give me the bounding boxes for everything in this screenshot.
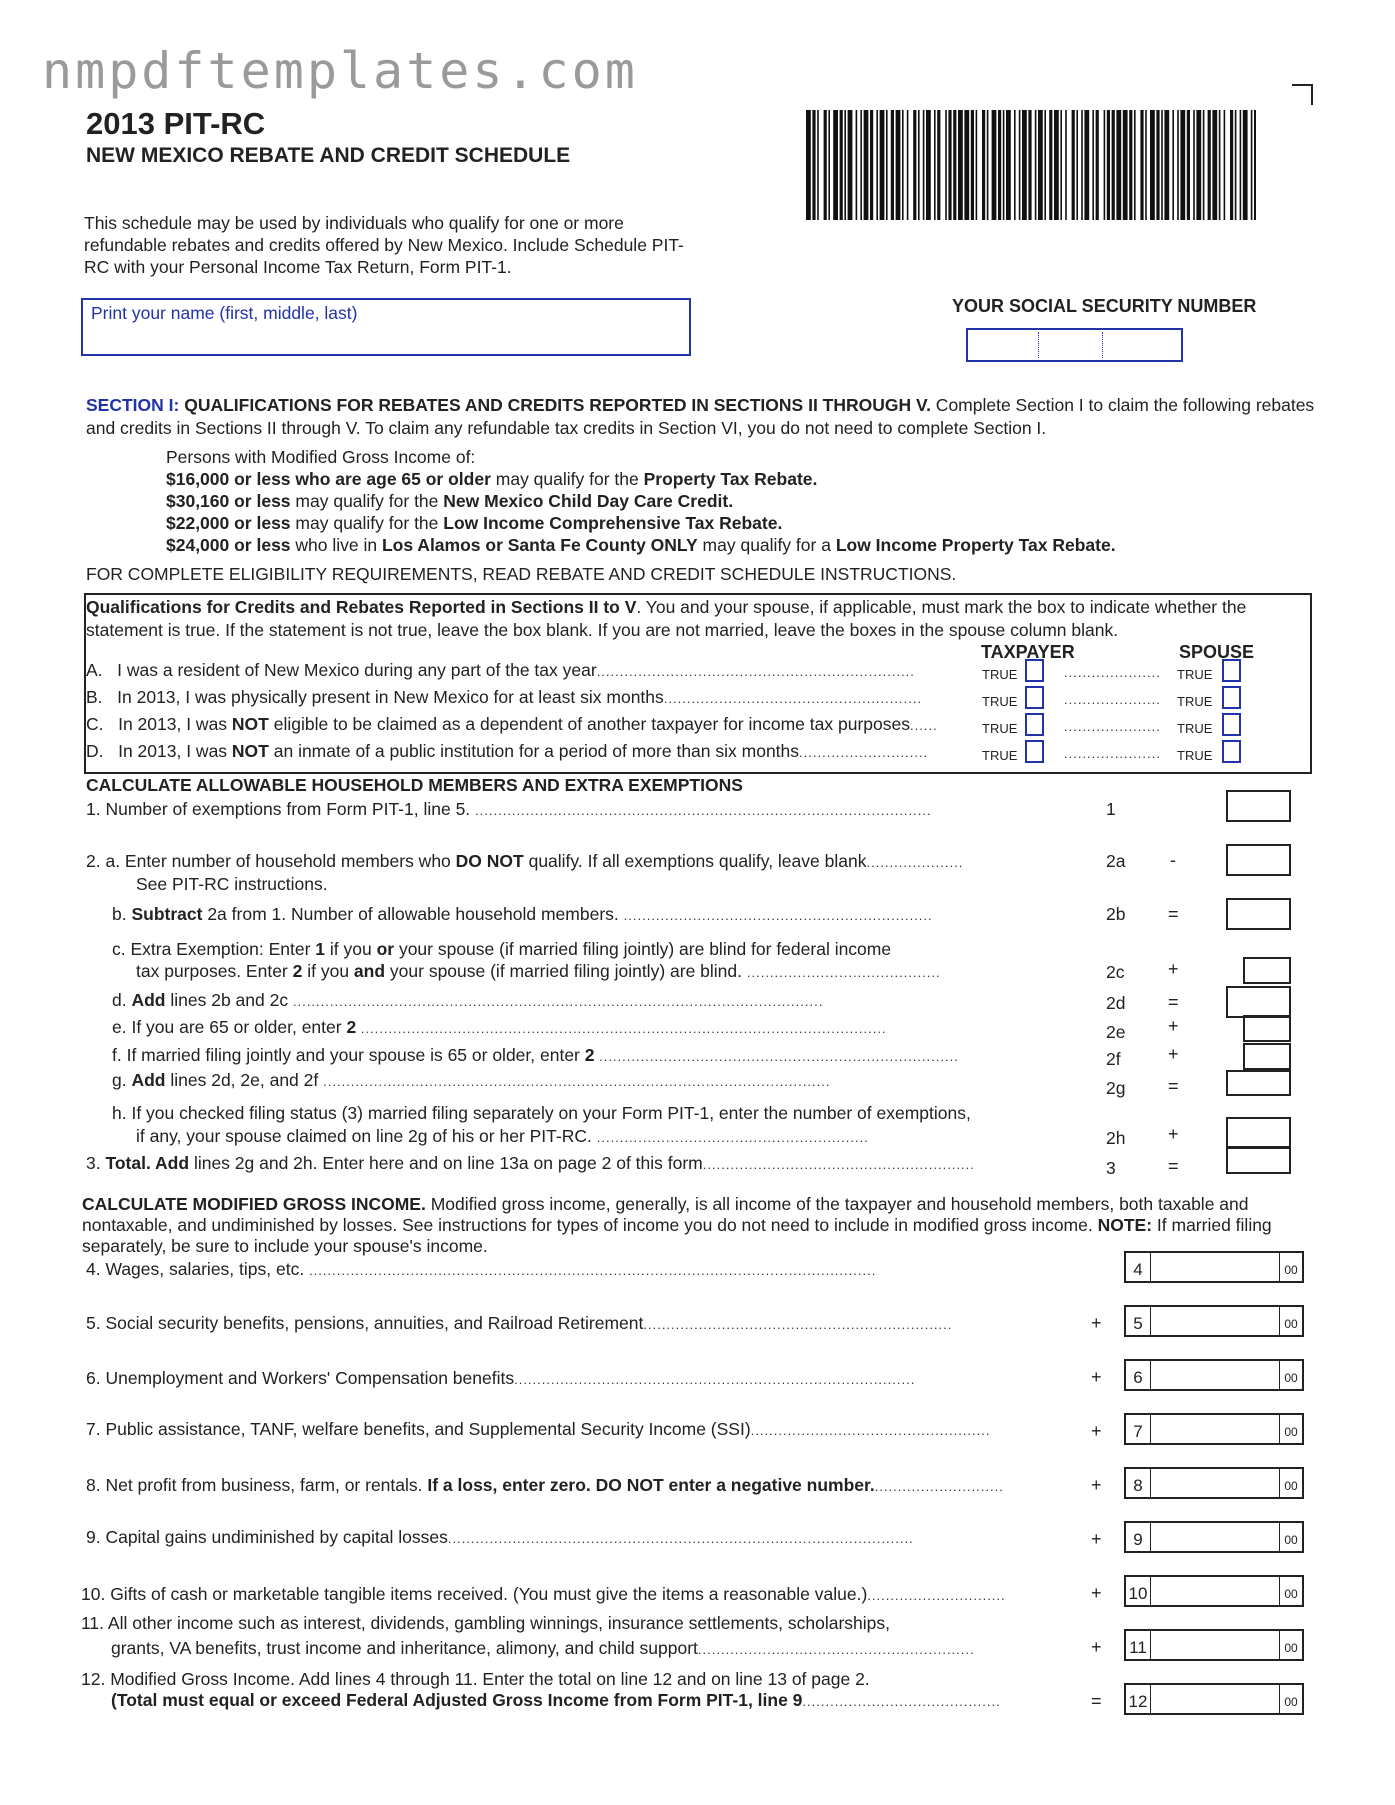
- line-11-continuation: grants, VA benefits, trust income and inheritance, alimony, and child support............................................................: [111, 1638, 975, 1658]
- line-2h-label: h. If you checked filing status (3) married filing separately on your Form PIT-1, enter the number of exemptions,: [112, 1103, 971, 1123]
- barcode-bar: [958, 110, 963, 220]
- line-2e-label: e. If you are 65 or older, enter 2 ..................................................................................................................: [112, 1017, 887, 1037]
- barcode-bar: [937, 110, 940, 220]
- household-heading: CALCULATE ALLOWABLE HOUSEHOLD MEMBERS AND EXTRA EXEMPTIONS: [86, 775, 743, 795]
- line-7-label: 7. Public assistance, TANF, welfare benefits, and Supplemental Security Income (SSI)....................................................: [86, 1419, 991, 1439]
- line-3-operator: =: [1168, 1156, 1179, 1176]
- barcode-bar: [1187, 110, 1190, 220]
- true-label: TRUE: [1177, 667, 1213, 682]
- barcode-bar: [812, 110, 815, 220]
- line-2b-operator: =: [1168, 904, 1179, 924]
- barcode-bar: [1107, 110, 1110, 220]
- barcode-bar: [976, 110, 978, 220]
- barcode-bar: [1003, 110, 1005, 220]
- taxpayer-checkbox-c[interactable]: [1025, 713, 1044, 736]
- qualification-row-d: D. In 2013, I was NOT an inmate of a public institution for a period of more than six months............................: [86, 741, 929, 761]
- ssn-label: YOUR SOCIAL SECURITY NUMBER: [952, 296, 1257, 316]
- line-2h-field[interactable]: [1226, 1117, 1291, 1149]
- line-3-label: 3. Total. Add lines 2g and 2h. Enter here and on line 13a on page 2 of this form...........................................................: [86, 1153, 975, 1173]
- line-2b-field[interactable]: [1226, 898, 1291, 930]
- line-8-field[interactable]: 8 00: [1124, 1467, 1304, 1499]
- barcode-bar: [1243, 110, 1248, 220]
- line-5-label: 5. Social security benefits, pensions, annuities, and Railroad Retirement...................................................................: [86, 1313, 953, 1333]
- barcode-bar: [1104, 110, 1106, 220]
- barcode-bar: [848, 110, 853, 220]
- barcode-bar: [998, 110, 1001, 220]
- spouse-dots: .....................: [1064, 665, 1161, 680]
- line-2c-label: c. Extra Exemption: Enter 1 if you or your spouse (if married filing jointly) are blind for federal income: [112, 939, 892, 959]
- name-field[interactable]: [81, 298, 691, 356]
- line-2d-field[interactable]: [1226, 986, 1291, 1018]
- true-label: TRUE: [982, 667, 1018, 682]
- line-6-label: 6. Unemployment and Workers' Compensation benefits.......................................................................................: [86, 1368, 916, 1388]
- barcode-bar: [1172, 110, 1174, 220]
- barcode-bar: [891, 110, 894, 220]
- barcode-bar: [1129, 110, 1132, 220]
- barcode-bar: [1072, 110, 1075, 220]
- line-2f-number: 2f: [1106, 1049, 1121, 1069]
- line-2g-label: g. Add lines 2d, 2e, and 2f ..............................................................................................................: [112, 1070, 831, 1090]
- line-9-operator: +: [1091, 1529, 1102, 1549]
- line-6-field[interactable]: 6 00: [1124, 1359, 1304, 1391]
- barcode-bar: [964, 110, 969, 220]
- line-5-operator: +: [1091, 1313, 1102, 1333]
- modified-gross-income-intro: CALCULATE MODIFIED GROSS INCOME. Modified gross income, generally, is all income of the taxpayer and household members, both taxable and nontaxable, and undiminished by losses. See instructions for types of income you do not need to include in modified gross income. NOTE: If married filing separately, be sure to include your spouse's income.: [82, 1194, 1272, 1256]
- section-1-text: Complete Section I to claim the following rebates and credits in Sections II through V. To claim any refundable tax credits in Section VI, you do not need to complete Section I.: [86, 395, 1315, 438]
- line-2d-label: d. Add lines 2b and 2c ...................................................................................................................: [112, 990, 824, 1010]
- barcode-bar: [824, 110, 827, 220]
- line-11-field[interactable]: 11 00: [1124, 1629, 1304, 1661]
- true-label: TRUE: [982, 694, 1018, 709]
- eligibility-note: FOR COMPLETE ELIGIBILITY REQUIREMENTS, READ REBATE AND CREDIT SCHEDULE INSTRUCTIONS.: [86, 564, 957, 584]
- barcode-bar: [1161, 110, 1163, 220]
- line-2e-field[interactable]: [1243, 1015, 1291, 1042]
- line-11-operator: +: [1091, 1637, 1102, 1657]
- barcode-bar: [926, 110, 931, 220]
- barcode-bar: [923, 110, 925, 220]
- barcode-bar: [1251, 110, 1253, 220]
- line-4-label: 4. Wages, salaries, tips, etc. ...........................................................................................................................: [86, 1259, 877, 1279]
- line-6-operator: +: [1091, 1367, 1102, 1387]
- barcode-bar: [864, 110, 869, 220]
- line-4-field[interactable]: 4 00: [1124, 1251, 1304, 1283]
- barcode-bar: [1230, 110, 1233, 220]
- line-2g-number: 2g: [1106, 1078, 1126, 1098]
- name-field-label: Print your name (first, middle, last): [91, 303, 358, 323]
- mgi-list: [166, 446, 1116, 556]
- barcode-bar: [1177, 110, 1179, 220]
- barcode-bar: [918, 110, 920, 220]
- barcode-bar: [913, 110, 916, 220]
- barcode-bar: [844, 110, 846, 220]
- form-subtitle: NEW MEXICO REBATE AND CREDIT SCHEDULE: [86, 144, 571, 167]
- barcode-bar: [992, 110, 997, 220]
- line-2b-number: 2b: [1106, 904, 1126, 924]
- barcode-bar: [1240, 110, 1242, 220]
- taxpayer-checkbox-a[interactable]: [1025, 659, 1044, 682]
- barcode-bar: [1081, 110, 1083, 220]
- line-2d-number: 2d: [1106, 993, 1126, 1013]
- true-label: TRUE: [1177, 748, 1213, 763]
- form-intro: This schedule may be used by individuals who qualify for one or more refundable rebates and credits offered by New Mexico. Include Schedule PIT-RC with your Personal Income Tax Return, Form PIT-1.: [84, 213, 684, 277]
- barcode-bar: [902, 110, 904, 220]
- line-12-continuation: (Total must equal or exceed Federal Adjusted Gross Income from Form PIT-1, line 9...........................................: [111, 1690, 1001, 1710]
- barcode-bar: [953, 110, 956, 220]
- line-2c-continuation: tax purposes. Enter 2 if you and your spouse (if married filing jointly) are blind. ..........................................: [136, 961, 941, 981]
- barcode-bar: [1164, 110, 1169, 220]
- line-8-operator: +: [1091, 1475, 1102, 1495]
- barcode-bar: [886, 110, 888, 220]
- line-2f-operator: +: [1168, 1044, 1179, 1064]
- line-1-field[interactable]: [1226, 790, 1291, 822]
- line-7-operator: +: [1091, 1421, 1102, 1441]
- line-7-field[interactable]: 7 00: [1124, 1413, 1304, 1445]
- barcode-bar: [1123, 110, 1128, 220]
- line-3-field[interactable]: [1226, 1146, 1291, 1174]
- line-2f-label: f. If married filing jointly and your spouse is 65 or older, enter 2 ..............................................................................: [112, 1045, 959, 1065]
- line-2c-operator: +: [1168, 959, 1179, 979]
- barcode-bar: [1235, 110, 1237, 220]
- true-label: TRUE: [982, 721, 1018, 736]
- barcode-bar: [1014, 110, 1016, 220]
- barcode-bar: [1140, 110, 1143, 220]
- barcode-bar: [840, 110, 843, 220]
- line-9-field[interactable]: 9 00: [1124, 1521, 1304, 1553]
- barcode-bar: [1116, 110, 1121, 220]
- spouse-dots: .....................: [1064, 692, 1161, 707]
- mgi-item: $30,160 or less may qualify for the New Mexico Child Day Care Credit.: [166, 491, 734, 511]
- barcode-bar: [833, 110, 838, 220]
- barcode-bar: [1112, 110, 1115, 220]
- barcode-bar: [934, 110, 936, 220]
- barcode-bar: [1208, 110, 1211, 220]
- form-title: 2013 PIT-RC: [86, 106, 266, 141]
- barcode-bar: [806, 110, 811, 220]
- section-1-title: QUALIFICATIONS FOR REBATES AND CREDITS REPORTED IN SECTIONS II THROUGH V.: [184, 395, 931, 415]
- barcode-bar: [987, 110, 989, 220]
- spouse-dots: .....................: [1064, 746, 1161, 761]
- barcode-bar: [1096, 110, 1099, 220]
- line-10-label: 10. Gifts of cash or marketable tangible items received. (You must give the items a reasonable value.)..............................: [81, 1584, 1006, 1604]
- line-12-field[interactable]: 12 00: [1124, 1683, 1304, 1715]
- qualifications-intro: Qualifications for Credits and Rebates Reported in Sections II to V. You and your spouse, if applicable, must mark the box to indicate whether the statement is true. If the statement is not true, leave the box blank. If you are not married, leave the boxes in the spouse column blank.: [86, 597, 1247, 640]
- line-8-label: 8. Net profit from business, farm, or rentals. If a loss, enter zero. DO NOT enter a negative number.............................: [86, 1475, 1004, 1495]
- taxpayer-checkbox-b[interactable]: [1025, 686, 1044, 709]
- barcode-bar: [1224, 110, 1226, 220]
- barcode-bar: [870, 110, 873, 220]
- barcode-bar: [1203, 110, 1205, 220]
- taxpayer-column-header: TAXPAYER: [981, 642, 1075, 662]
- barcode-bar: [1019, 110, 1021, 220]
- barcode-bar: [1022, 110, 1027, 220]
- line-2c-field[interactable]: [1243, 957, 1291, 984]
- ssn-field[interactable]: [966, 328, 1183, 362]
- line-2a-number: 2a: [1106, 851, 1126, 871]
- section-1-label: SECTION I:: [86, 395, 180, 415]
- mgi-item: $22,000 or less may qualify for the Low Income Comprehensive Tax Rebate.: [166, 513, 783, 533]
- line-2e-operator: +: [1168, 1016, 1179, 1036]
- line-2g-operator: =: [1168, 1076, 1179, 1096]
- line-2h-continuation: if any, your spouse claimed on line 2g of his or her PIT-RC. ...........................................................: [136, 1126, 869, 1146]
- barcode-bar: [1076, 110, 1078, 220]
- line-1-label: 1. Number of exemptions from Form PIT-1, line 5. ...................................................................................................: [86, 799, 932, 819]
- barcode-bar: [1219, 110, 1221, 220]
- barcode-bar: [1212, 110, 1217, 220]
- spouse-column-header: SPOUSE: [1179, 642, 1255, 662]
- mgi-item: $16,000 or less who are age 65 or older may qualify for the Property Tax Rebate.: [166, 469, 818, 489]
- barcode: [806, 110, 1256, 220]
- barcode-bar: [1065, 110, 1067, 220]
- line-2h-operator: +: [1168, 1124, 1179, 1144]
- spouse-checkbox-b[interactable]: [1222, 686, 1241, 709]
- line-2e-number: 2e: [1106, 1022, 1126, 1042]
- line-2a-operator: -: [1170, 850, 1176, 870]
- barcode-bar: [1156, 110, 1159, 220]
- line-2a-continuation: See PIT-RC instructions.: [136, 874, 328, 894]
- corner-mark: [1292, 84, 1313, 105]
- ssn-divider: [1038, 332, 1039, 358]
- barcode-bar: [982, 110, 985, 220]
- line-9-label: 9. Capital gains undiminished by capital losses.....................................................................................................: [86, 1527, 914, 1547]
- barcode-bar: [876, 110, 878, 220]
- barcode-bar: [1044, 110, 1046, 220]
- line-2c-number: 2c: [1106, 962, 1125, 982]
- barcode-bar: [1060, 110, 1062, 220]
- line-2h-number: 2h: [1106, 1128, 1126, 1148]
- barcode-bar: [1193, 110, 1195, 220]
- barcode-bar: [1028, 110, 1031, 220]
- mgi-item: $24,000 or less who live in Los Alamos or Santa Fe County ONLY may qualify for a Low Income Property Tax Rebate.: [166, 535, 1116, 555]
- mgi-intro: Persons with Modified Gross Income of:: [166, 447, 476, 467]
- line-2a-field[interactable]: [1226, 844, 1291, 876]
- line-2d-operator: =: [1168, 992, 1179, 1012]
- barcode-bar: [907, 110, 909, 220]
- spouse-checkbox-d[interactable]: [1222, 740, 1241, 763]
- qualification-row-b: B. In 2013, I was physically present in New Mexico for at least six months........................................................: [86, 687, 923, 707]
- line-10-field[interactable]: 10 00: [1124, 1575, 1304, 1607]
- section-1-heading: [86, 394, 1316, 440]
- barcode-bar: [1054, 110, 1059, 220]
- line-1-number: 1: [1106, 799, 1116, 819]
- barcode-bar: [1049, 110, 1052, 220]
- barcode-bar: [1196, 110, 1201, 220]
- barcode-bar: [1084, 110, 1089, 220]
- barcode-bar: [896, 110, 901, 220]
- barcode-bar: [880, 110, 885, 220]
- taxpayer-checkbox-d[interactable]: [1025, 740, 1044, 763]
- barcode-bar: [856, 110, 858, 220]
- true-label: TRUE: [982, 748, 1018, 763]
- watermark: nmpdftemplates.com: [42, 42, 638, 100]
- qualification-row-a: A. I was a resident of New Mexico during any part of the tax year.....................................................................: [86, 660, 915, 680]
- ssn-divider: [1102, 332, 1103, 358]
- line-5-field[interactable]: 5 00: [1124, 1305, 1304, 1337]
- line-12-operator: =: [1091, 1691, 1102, 1711]
- line-3-number: 3: [1106, 1158, 1116, 1178]
- line-11-label: 11. All other income such as interest, dividends, gambling winnings, insurance settlements, scholarships,: [81, 1613, 890, 1633]
- barcode-bar: [1092, 110, 1094, 220]
- barcode-bar: [1006, 110, 1011, 220]
- line-2b-label: b. Subtract 2a from 1. Number of allowable household members. ...................................................................: [112, 904, 933, 924]
- barcode-bar: [1180, 110, 1185, 220]
- barcode-bar: [1134, 110, 1136, 220]
- line-10-operator: +: [1091, 1583, 1102, 1603]
- spouse-dots: .....................: [1064, 719, 1161, 734]
- spouse-checkbox-c[interactable]: [1222, 713, 1241, 736]
- spouse-checkbox-a[interactable]: [1222, 659, 1241, 682]
- barcode-bar: [1145, 110, 1147, 220]
- barcode-bar: [860, 110, 862, 220]
- barcode-bar: [1254, 110, 1256, 220]
- line-2f-field[interactable]: [1243, 1043, 1291, 1070]
- line-2a-label: 2. a. Enter number of household members who DO NOT qualify. If all exemptions qualify, leave blank.....................: [86, 851, 964, 871]
- barcode-bar: [1035, 110, 1037, 220]
- true-label: TRUE: [1177, 694, 1213, 709]
- line-12-label: 12. Modified Gross Income. Add lines 4 through 11. Enter the total on line 12 and on line 13 of page 2.: [81, 1669, 870, 1689]
- barcode-bar: [945, 110, 947, 220]
- barcode-bar: [828, 110, 830, 220]
- barcode-bar: [1150, 110, 1155, 220]
- qualification-row-c: C. In 2013, I was NOT eligible to be claimed as a dependent of another taxpayer for income tax purposes......: [86, 714, 938, 734]
- barcode-bar: [948, 110, 951, 220]
- barcode-bar: [817, 110, 819, 220]
- barcode-bar: [971, 110, 974, 220]
- barcode-bar: [1038, 110, 1043, 220]
- true-label: TRUE: [1177, 721, 1213, 736]
- line-2g-field[interactable]: [1226, 1070, 1291, 1096]
